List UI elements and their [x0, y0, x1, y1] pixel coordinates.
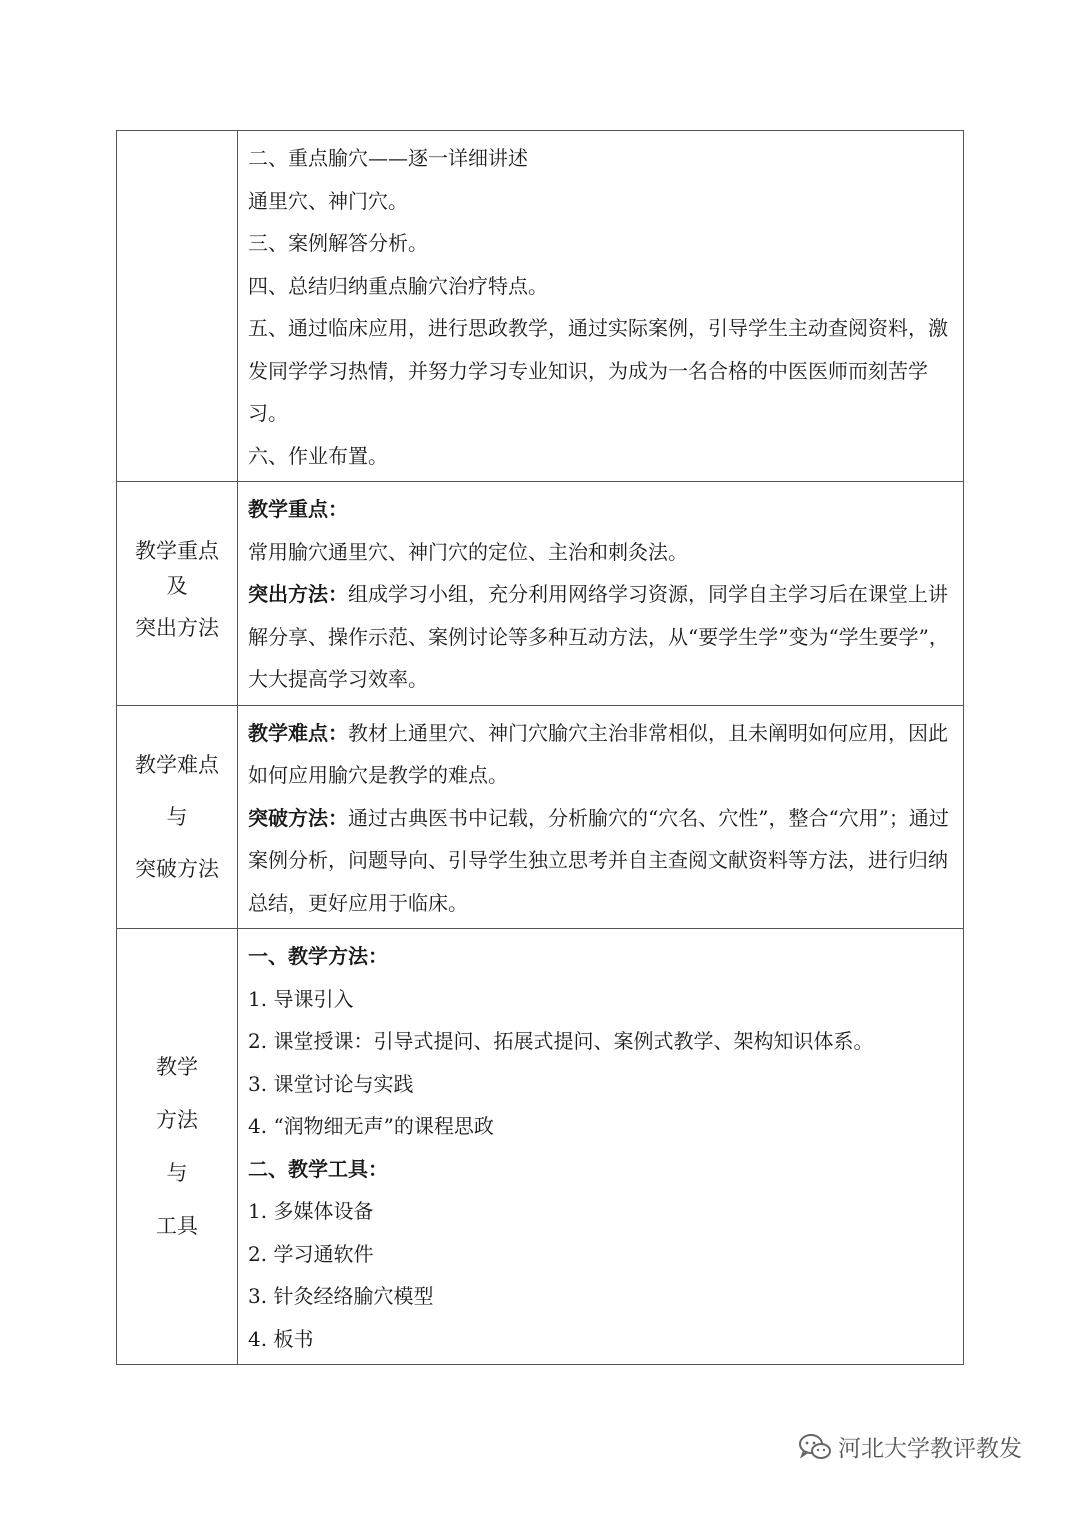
section-heading: 二、教学工具： — [248, 1156, 388, 1181]
section-heading: 突出方法： — [248, 582, 348, 606]
row-content — [238, 705, 964, 929]
list-item: 2. 学习通软件 — [248, 1241, 374, 1266]
section-heading: 突破方法： — [248, 805, 348, 830]
content-paragraph — [248, 573, 953, 701]
row-label — [117, 482, 238, 706]
list-item: 4. “润物细无声”的课程思政 — [248, 1114, 494, 1138]
section-heading: 一、教学方法： — [248, 944, 388, 968]
row-content — [238, 482, 964, 706]
table-row — [117, 131, 964, 482]
content-line: 三、案例解答分析。 — [248, 231, 428, 255]
wechat-icon — [798, 1432, 832, 1462]
content-paragraph: 五、通过临床应用，进行思政教学，通过实际案例，引导学生主动查阅资料，激发同学学习热情，并努力学习专业知识，为成为一名合格的中医医师而刻苦学习。 — [248, 316, 948, 425]
list-item: 1. 多媒体设备 — [248, 1199, 374, 1223]
watermark — [798, 1430, 1022, 1463]
content-line: 四、总结归纳重点腧穴治疗特点。 — [248, 273, 548, 298]
list-item: 1. 导课引入 — [248, 986, 354, 1011]
watermark-text: 河北大学教评教发 — [838, 1436, 1022, 1462]
list-item: 2. 课堂授课：引导式提问、拓展式提问、案例式教学、架构知识体系。 — [248, 1029, 874, 1053]
content-line: 六、作业布置。 — [248, 443, 388, 468]
content-paragraph — [248, 797, 953, 925]
section-heading: 教学重点： — [248, 497, 348, 521]
paragraph-text: 教材上通里穴、神门穴腧穴主治非常相似，且未阐明如何应用，因此如何应用腧穴是教学的难点。 — [248, 720, 948, 787]
content-line: 常用腧穴通里穴、神门穴的定位、主治和刺灸法。 — [248, 539, 688, 564]
content-line: 通里穴、神门穴。 — [248, 188, 408, 213]
section-heading: 教学难点： — [248, 720, 348, 745]
lesson-plan-table — [116, 130, 964, 1365]
label-line: 教学 — [156, 1054, 198, 1079]
paragraph-text: 组成学习小组，充分利用网络学习资源，同学自主学习后在课堂上讲解分享、操作示范、案例讨论等多种互动方法，从“要学生学”变为“学生要学”，大大提高学习效率。 — [248, 582, 949, 691]
label-line: 突出方法 — [135, 616, 219, 641]
label-line: 教学重点 — [135, 539, 219, 564]
label-line: 教学难点 — [135, 752, 219, 777]
list-item: 3. 课堂讨论与实践 — [248, 1071, 414, 1096]
label-line: 方法 — [156, 1107, 198, 1132]
row-label — [117, 705, 238, 929]
label-line: 及 — [166, 574, 188, 599]
label-line: 与 — [166, 804, 188, 829]
row-label — [117, 131, 238, 482]
label-line: 工具 — [156, 1213, 198, 1238]
table-row — [117, 929, 964, 1365]
row-label — [117, 929, 238, 1365]
content-paragraph — [248, 712, 953, 797]
content-line: 二、重点腧穴——逐一详细讲述 — [248, 146, 528, 170]
label-line: 突破方法 — [135, 856, 219, 881]
row-content — [238, 131, 964, 482]
list-item: 3. 针灸经络腧穴模型 — [248, 1284, 434, 1308]
table-row — [117, 482, 964, 706]
row-content — [238, 929, 964, 1365]
label-line: 与 — [166, 1160, 188, 1185]
list-item: 4. 板书 — [248, 1326, 314, 1351]
table-row — [117, 705, 964, 929]
paragraph-text: 通过古典医书中记载，分析腧穴的“穴名、穴性”，整合“穴用”；通过案例分析，问题导向、引导学生独立思考并自主查阅文献资料等方法，进行归纳总结，更好应用于临床。 — [248, 805, 949, 915]
